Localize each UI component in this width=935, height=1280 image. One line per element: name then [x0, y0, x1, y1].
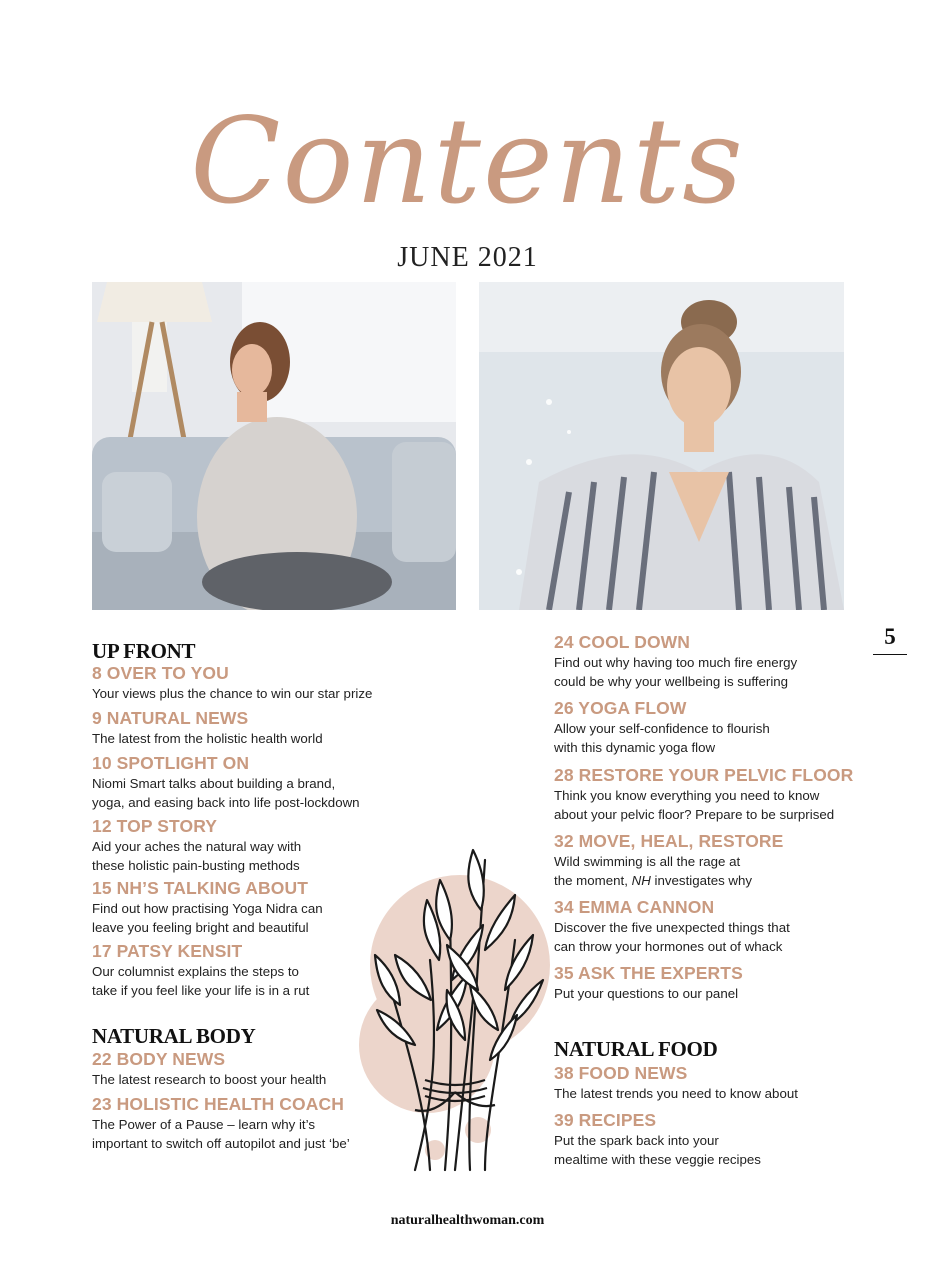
entry-heading: 24 COOL DOWN — [554, 632, 691, 652]
list-item[interactable] — [92, 662, 382, 703]
entry-description-line: investigates why — [650, 873, 753, 888]
entry-heading: 39 RECIPES — [554, 1110, 657, 1130]
entry-description: Think you know everything you need to know about your pelvic floor? Prepare to be surprised — [554, 788, 835, 822]
entry-heading: 12 TOP STORY — [92, 816, 218, 836]
page-number: 5 — [873, 624, 907, 655]
footer-website-link[interactable]: naturalhealthwoman.com — [390, 1213, 545, 1228]
entry-heading: 26 YOGA FLOW — [554, 698, 687, 718]
entry-heading: 28 RESTORE YOUR PELVIC FLOOR — [554, 765, 854, 785]
entry-heading: 17 PATSY KENSIT — [92, 941, 243, 961]
list-item[interactable] — [554, 1109, 854, 1169]
entry-description: Allow your self-confidence to flourish with this dynamic yoga flow — [554, 721, 770, 755]
photo-woman-in-robe — [479, 282, 844, 610]
entry-description: Our columnist explains the steps to take if you feel like your life is in a rut — [92, 964, 310, 998]
entry-description: The latest trends you need to know about — [554, 1086, 798, 1101]
entry-heading: 9 NATURAL NEWS — [92, 708, 249, 728]
list-item[interactable] — [92, 1048, 382, 1089]
entry-description: Put the spark back into your mealtime with these veggie recipes — [554, 1133, 761, 1167]
photo-woman-on-sofa — [92, 282, 456, 610]
list-item[interactable] — [554, 631, 854, 691]
list-item[interactable] — [554, 1062, 854, 1103]
entry-description: The latest from the holistic health world — [92, 731, 323, 746]
list-item[interactable] — [92, 707, 382, 748]
entry-description-line: the moment, — [554, 873, 632, 888]
entry-heading: 32 MOVE, HEAL, RESTORE — [554, 831, 784, 851]
entry-description: Find out how practising Yoga Nidra can leave you feeling bright and beautiful — [92, 901, 323, 935]
section-title-up-front: UP FRONT — [92, 639, 196, 663]
list-item[interactable] — [92, 815, 382, 875]
entry-description: Aid your aches the natural way with these holistic pain-busting methods — [92, 839, 302, 873]
entry-heading: 23 HOLISTIC HEALTH COACH — [92, 1094, 344, 1114]
entry-description: Put your questions to our panel — [554, 986, 739, 1001]
section-title-natural-food: NATURAL FOOD — [554, 1037, 718, 1061]
list-item[interactable] — [554, 764, 894, 824]
list-item[interactable] — [92, 1093, 392, 1153]
magazine-abbreviation: NH — [631, 873, 651, 888]
entry-heading: 15 NH’S TALKING ABOUT — [92, 878, 308, 898]
entry-heading: 38 FOOD NEWS — [554, 1063, 688, 1083]
list-item[interactable] — [92, 940, 382, 1000]
entry-description: The Power of a Pause – learn why it’s important to switch off autopilot and just ‘be’ — [92, 1117, 350, 1151]
entry-description: The latest research to boost your health — [92, 1072, 327, 1087]
entry-description-line: Wild swimming is all the rage at — [554, 854, 741, 869]
entry-description: Find out why having too much fire energy could be why your wellbeing is suffering — [554, 655, 798, 689]
list-item[interactable] — [554, 697, 854, 757]
entry-description: Discover the five unexpected things that can throw your hormones out of whack — [554, 920, 790, 954]
entry-description — [554, 852, 854, 890]
entry-heading: 34 EMMA CANNON — [554, 897, 715, 917]
entry-heading: 22 BODY NEWS — [92, 1049, 226, 1069]
entry-heading: 10 SPOTLIGHT ON — [92, 753, 250, 773]
list-item[interactable] — [92, 752, 382, 812]
issue-date: JUNE 2021 — [397, 242, 538, 273]
entry-heading: 35 ASK THE EXPERTS — [554, 963, 743, 983]
list-item[interactable] — [92, 877, 382, 937]
contents-title: Contents — [190, 92, 745, 230]
entry-heading: 8 OVER TO YOU — [92, 663, 229, 683]
list-item[interactable] — [554, 896, 854, 956]
list-item[interactable] — [554, 830, 854, 890]
entry-description: Your views plus the chance to win our star prize — [92, 686, 373, 701]
section-title-natural-body: NATURAL BODY — [92, 1024, 256, 1048]
entry-description: Niomi Smart talks about building a brand, yoga, and easing back into life post-lockdown — [92, 776, 360, 810]
list-item[interactable] — [554, 962, 854, 1003]
